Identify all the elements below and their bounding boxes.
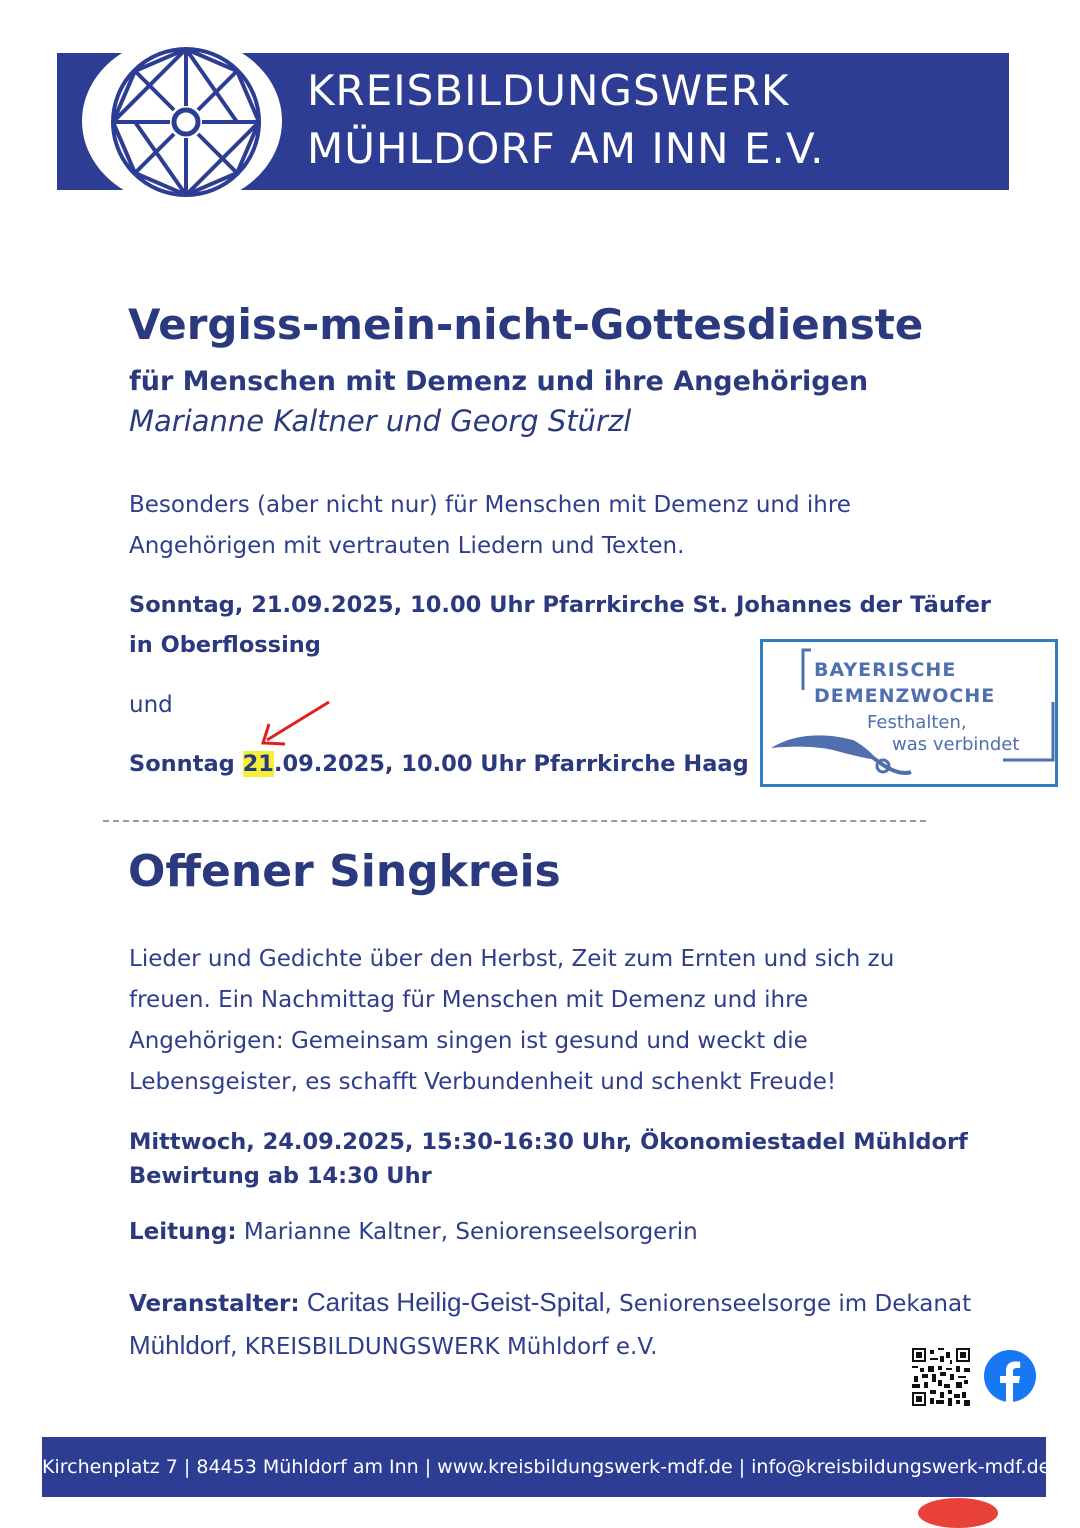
org-name-line2: MÜHLDORF AM INN E.V. — [307, 124, 825, 173]
demenzwoche-badge — [760, 639, 1058, 787]
event2-description-line4: Lebensgeister, es schafft Verbundenheit und schenkt Freude! — [129, 1069, 837, 1095]
event2-description — [129, 939, 949, 1103]
event1-date2 — [129, 744, 749, 784]
facebook-icon[interactable] — [984, 1350, 1036, 1402]
event1-description-line1: Besonders (aber nicht nur) für Menschen mit Demenz und ihre — [129, 492, 851, 518]
event1-connector: und — [129, 692, 173, 718]
event2-veranstalter — [129, 1282, 979, 1368]
qr-code-icon[interactable] — [912, 1348, 970, 1406]
event2-date-line2: Bewirtung ab 14:30 Uhr — [129, 1163, 432, 1189]
red-arrow-icon — [255, 698, 335, 755]
veranstalter-part4: , KREISBILDUNGSWERK Mühldorf e.V. — [230, 1334, 658, 1360]
leitung-label: Leitung: — [129, 1219, 237, 1245]
leitung-value: Marianne Kaltner, Seniorenseelsorgerin — [236, 1219, 698, 1245]
date2-suffix: .09.2025, 10.00 Uhr Pfarrkirche Haag — [273, 751, 749, 777]
veranstalter-part3: Mühldorf — [129, 1330, 231, 1360]
event1-authors: Marianne Kaltner und Georg Stürzl — [129, 404, 632, 438]
kreisbildungswerk-logo-icon — [82, 36, 282, 206]
footer-contact-text: Kirchenplatz 7 | 84453 Mühldorf am Inn | www.kreisbildungswerk-mdf.de | info@kreisbildungswerk-mdf.de — [42, 1456, 1051, 1478]
veranstalter-part1: Caritas Heilig-Geist-Spital — [299, 1287, 605, 1317]
veranstalter-part2: , Seniorenseelsorge im Dekanat — [604, 1291, 972, 1317]
event2-date — [129, 1125, 968, 1193]
event2-description-line1: Lieder und Gedichte über den Herbst, Zeit zum Ernten und sich zu — [129, 946, 895, 972]
event1-title: Vergiss-mein-nicht-Gottesdienste — [128, 300, 924, 349]
section-divider — [103, 820, 926, 822]
org-name-line1: KREISBILDUNGSWERK — [307, 66, 790, 115]
event2-description-line3: Angehörigen: Gemeinsam singen ist gesund und weckt die — [129, 1028, 808, 1054]
footer-bar — [42, 1437, 1051, 1497]
event1-date1: Sonntag, 21.09.2025, 10.00 Uhr Pfarrkirche St. Johannes der Täufer in Oberflossing — [129, 592, 991, 658]
event2-description-line2: freuen. Ein Nachmittag für Menschen mit Demenz und ihre — [129, 987, 809, 1013]
event1-description-line2: Angehörigen mit vertrauten Liedern und Texten. — [129, 533, 685, 559]
veranstalter-label: Veranstalter: — [129, 1291, 300, 1317]
badge-tagline2: was verbindet — [892, 734, 1020, 755]
date2-highlight: 21 — [242, 751, 274, 777]
badge-line1: BAYERISCHE — [814, 659, 957, 681]
red-corner-shape — [918, 1498, 998, 1528]
event2-title: Offener Singkreis — [128, 846, 561, 897]
event1-description — [129, 485, 929, 567]
event2-leitung — [129, 1212, 698, 1253]
event1-subtitle: für Menschen mit Demenz und ihre Angehörigen — [129, 366, 869, 397]
badge-tagline1: Festhalten, — [867, 712, 967, 733]
org-name — [307, 62, 825, 178]
badge-line2: DEMENZWOCHE — [814, 685, 996, 707]
date2-prefix: Sonntag — [129, 751, 243, 777]
event2-date-line1: Mittwoch, 24.09.2025, 15:30-16:30 Uhr, Ökonomiestadel Mühldorf — [129, 1129, 968, 1155]
